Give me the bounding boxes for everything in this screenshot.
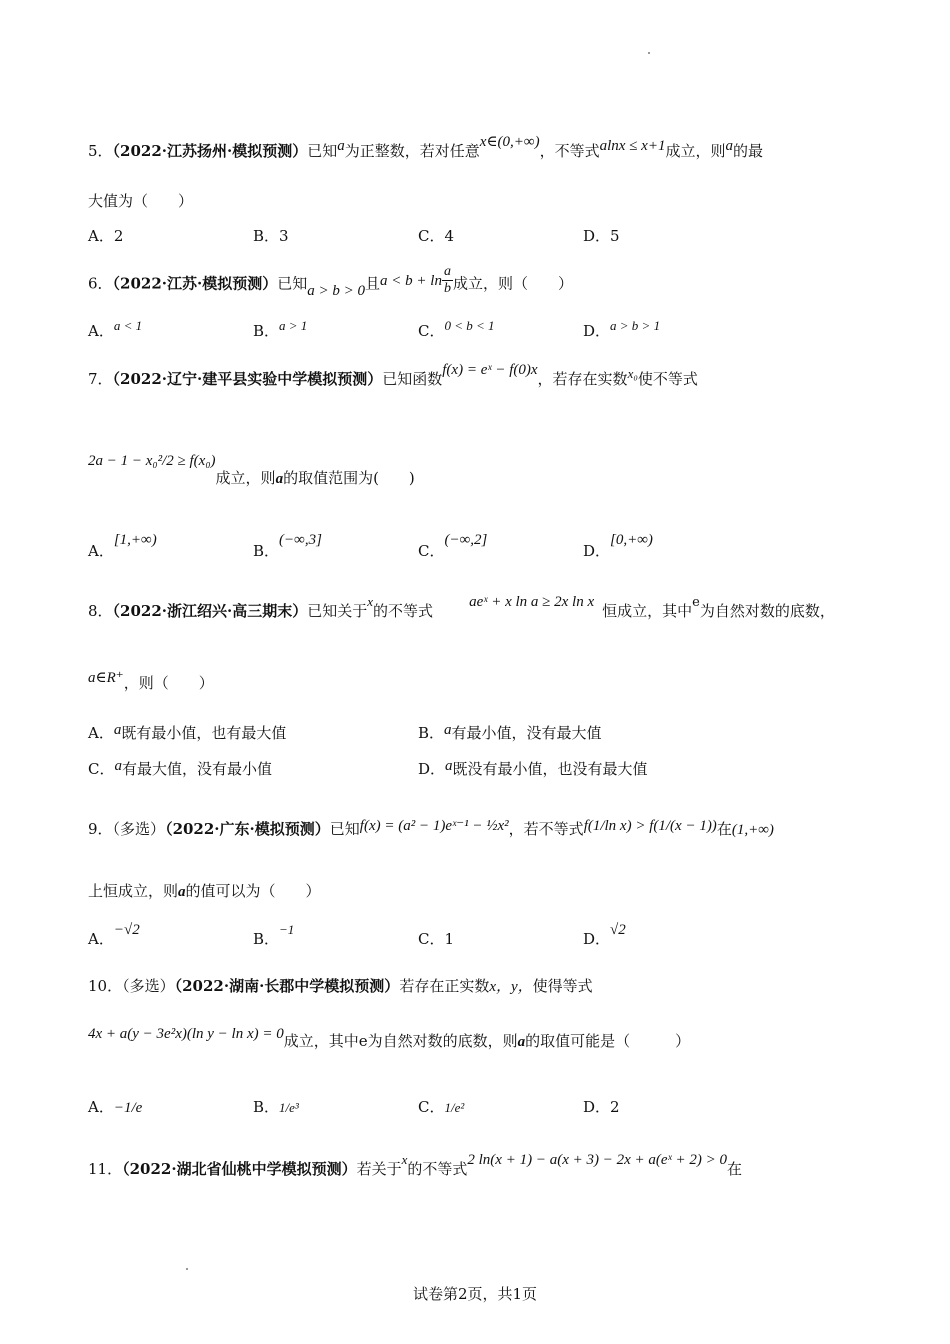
option-value: −1/e [113,1100,143,1116]
math-inequality: 2a − 1 − x₀²/2 ≥ f(x₀) [88,453,216,469]
question-source: （2022·湖南·长郡中学模拟预测） [174,977,400,995]
math-condition: a∈R⁺ [88,670,124,686]
option-value: a < 1 [113,318,143,333]
option-value: (−∞,2] [444,532,488,548]
option-a[interactable] [88,532,157,561]
question-source: （2022·湖北省仙桃中学模拟预测） [122,1160,357,1178]
question-text: 成立，则（ ） [452,274,573,293]
question-9 [88,818,774,839]
option-value: 1/e³ [279,1100,299,1115]
option-a[interactable] [88,722,286,743]
question-text: 的取值范围为( ) [283,469,415,487]
option-value: 2 [610,1098,620,1116]
option-value: 1/e² [444,1100,465,1115]
option-value: −√2 [113,922,140,938]
question-number: 10． [88,977,123,995]
question-text: 恒成立，其中 [602,602,693,620]
option-label: C． [88,760,115,778]
option-b[interactable] [253,532,322,561]
question-text: 的取值可能是（ ） [525,1032,691,1050]
question-source: （2022·江苏·模拟预测） [112,274,278,293]
option-label: B． [253,542,280,560]
math-var: a [725,138,733,154]
question-text: 已知函数 [382,370,443,388]
option-text: 既没有最小值，也没有最大值 [452,760,648,778]
question-6 [88,264,573,301]
option-a[interactable] [88,1096,142,1117]
option-value: [0,+∞) [610,532,653,548]
question-7 [88,362,698,389]
multi-select-tag: （多选） [122,977,175,995]
question-text: 为正整数，若对任意 [344,142,480,160]
question-text: 为自然对数的底数，则 [367,1032,518,1050]
question-source: （2022·浙江绍兴·高三期末） [112,602,308,620]
option-label: D． [583,930,611,948]
math-fraction [442,264,453,297]
question-text: ，若不等式 [508,820,584,838]
question-text: 成立，其中 [283,1032,359,1050]
question-text: 的不等式 [373,602,434,620]
option-label: A． [88,542,114,560]
option-label: A． [88,1098,114,1116]
option-a[interactable]: A．2 [88,227,124,245]
math-function: f(x) = eˣ − f(0)x [442,362,538,378]
option-value: (−∞,3] [279,532,322,548]
math-equation: 4x + a(y − 3e²x)(ln y − ln x) = 0 [88,1026,284,1042]
option-value: −1 [279,922,295,937]
option-d[interactable] [583,320,660,341]
question-text: 在 [716,820,732,838]
option-label: B． [253,1098,280,1116]
option-d[interactable] [583,532,653,561]
option-label: D． [418,760,446,778]
math-var: e [358,1032,368,1050]
math-var: x₀ [627,366,638,381]
option-b[interactable] [253,1096,299,1117]
math-function: f(x) = (a² − 1)eˣ⁻¹ − ½x² [359,818,509,834]
question-number: 9． [88,820,113,838]
question-10-line2 [88,1026,691,1051]
option-label: B． [418,724,445,742]
option-a[interactable] [88,320,142,341]
fraction-numerator: a [443,264,451,279]
math-inequality: f(1/ln x) > f(1/(x − 1)) [583,818,717,834]
math-inequality: 2 ln(x + 1) − a(x + 3) − 2x + a(eˣ + 2) > 0 [467,1152,727,1168]
option-value: 0 < b < 1 [444,318,495,333]
question-number: 11． [88,1160,123,1178]
question-text: 若关于 [356,1160,402,1178]
option-label: D． [583,322,611,340]
option-label: B． [253,930,280,948]
question-8-line2 [88,672,214,693]
option-d[interactable] [418,758,648,779]
option-d[interactable] [583,1096,620,1117]
option-c[interactable] [88,758,272,779]
option-text: 有最大值，没有最小值 [121,760,272,778]
question-text: 成立，则 [215,469,276,487]
question-source: （2022·江苏扬州·模拟预测） [112,142,308,160]
option-label: A． [88,930,114,948]
option-text: 既有最小值，也有最大值 [121,724,287,742]
math-var: a [113,722,122,738]
option-a[interactable] [88,922,140,949]
option-value: a > 1 [279,318,308,333]
math-inequality: alnx ≤ x+1 [599,138,666,154]
option-b[interactable] [418,722,602,743]
option-b[interactable] [253,320,307,341]
page-footer: 试卷第2页，共1页 [412,1285,538,1303]
option-c[interactable] [418,928,454,949]
math-var: a [337,138,345,154]
option-label: D． [583,1098,611,1116]
option-b[interactable] [253,922,295,949]
question-number: 7． [88,370,113,388]
question-text: 使不等式 [637,370,698,388]
multi-select-tag: （多选） [112,820,166,838]
question-7-line2 [88,453,415,487]
question-text: 已知 [277,274,308,293]
option-c[interactable]: C．4 [418,227,455,245]
option-label: C． [418,542,445,560]
question-text: 使得等式 [532,977,593,995]
question-text: 上恒成立，则 [88,882,179,900]
question-9-line2 [88,880,321,901]
math-var: x [367,594,374,609]
question-10 [88,975,593,996]
page-mark [186,1268,188,1270]
question-text: 已知关于 [307,602,368,620]
question-text: ，若存在实数 [537,370,628,388]
math-var: x [401,1152,408,1167]
question-text: 若存在正实数 [399,977,490,995]
math-var: a [445,758,453,774]
fraction-denominator: b [443,281,451,296]
option-value: a > b > 1 [610,318,661,333]
question-source: （2022·辽宁·建平县实验中学模拟预测） [112,370,383,388]
option-text: 有最小值，没有最大值 [451,724,602,742]
question-source: （2022·广东·模拟预测） [165,820,330,838]
option-c[interactable] [418,1096,464,1117]
question-text: 的不等式 [407,1160,468,1178]
math-var: a [275,471,284,487]
math-var: a [178,884,186,900]
option-c[interactable] [418,532,488,561]
question-5-line2: 大值为（ ） [88,192,194,210]
option-label: A． [88,322,114,340]
question-number: 8． [88,602,113,620]
question-text: 成立，则 [665,142,726,160]
math-inequality: a < b + ln [380,272,442,289]
option-label: C． [418,322,445,340]
math-var: x，y， [489,979,533,995]
math-var: a [114,758,122,774]
option-b[interactable]: B．3 [253,227,289,245]
question-number: 5． [88,142,113,160]
option-label: D． [583,542,611,560]
option-d[interactable] [583,922,626,949]
math-condition: x∈(0,+∞) [479,134,540,150]
question-text: 的值可以为（ ） [185,882,321,900]
math-var: e [692,595,700,610]
math-inequality: aeˣ + x ln a ≥ 2x ln x [469,594,595,610]
math-interval: (1,+∞) [731,822,774,838]
question-text: 为自然对数的底数， [699,602,835,620]
question-text: 已知 [307,142,338,160]
option-value: [1,+∞) [113,532,157,548]
question-5 [88,134,763,161]
option-d[interactable]: D．5 [583,227,620,245]
option-label: B． [253,322,280,340]
question-number: 6． [88,274,113,293]
question-text: 已知 [329,820,360,838]
math-var: a [517,1034,526,1050]
question-text: 的最 [732,142,763,160]
math-var: a [444,722,452,738]
option-value: √2 [610,922,626,938]
math-condition: a > b > 0 [307,282,366,299]
question-text: ，不等式 [539,142,600,160]
question-text: 且 [365,274,381,293]
option-label: C． [418,1098,445,1116]
option-value: 1 [444,930,455,948]
page-mark [648,52,650,54]
option-c[interactable] [418,320,495,341]
question-8 [88,594,835,621]
question-text: ，则（ ） [123,674,214,692]
question-11 [88,1152,743,1179]
option-label: C． [418,930,445,948]
question-text: 在 [727,1160,743,1178]
option-label: A． [88,724,114,742]
